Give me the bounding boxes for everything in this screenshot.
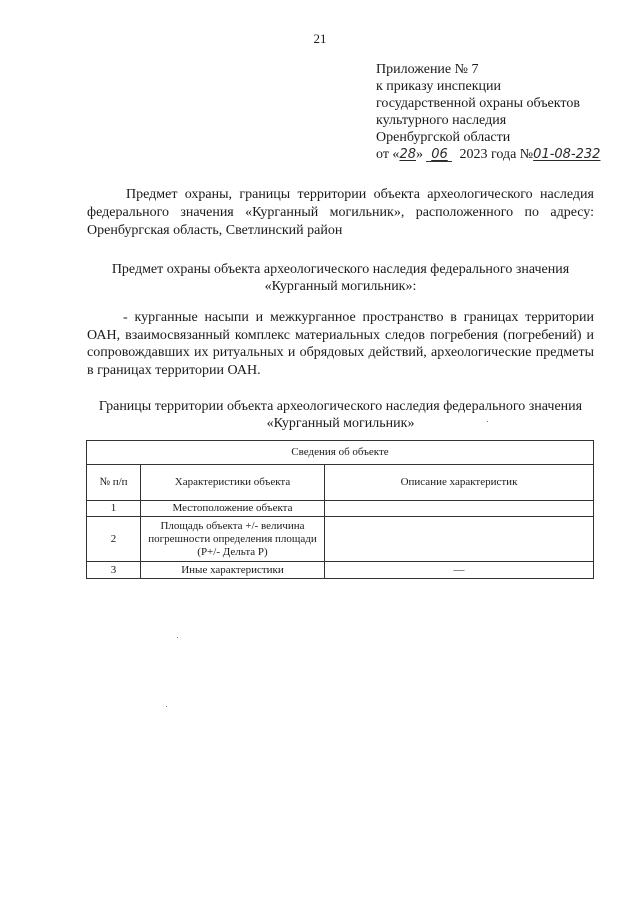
column-header-number: № п/п <box>87 465 141 501</box>
row-description: — <box>325 562 594 579</box>
appendix-line-2: к приказу инспекции <box>376 79 502 94</box>
date-year: 2023 года № <box>459 147 534 162</box>
document-title-text: Предмет охраны, границы территории объекта археологического наследия федерального значения «Курганный могильник», расположенного по адресу: Оренбургская область, Светлинский район <box>87 187 594 238</box>
object-info-table <box>86 440 594 579</box>
row-characteristic: Иные характеристики <box>141 562 325 579</box>
subject-description <box>87 309 594 379</box>
scan-speck <box>166 706 167 707</box>
column-header-description: Описание характеристик <box>325 465 594 501</box>
row-characteristic: Площадь объекта +/- величина погрешности определения площади (Р+/- Дельта Р) <box>141 517 325 562</box>
row-characteristic: Местоположение объекта <box>141 501 325 517</box>
page-number: 21 <box>313 31 327 46</box>
appendix-line-4: культурного наследия <box>376 113 507 128</box>
table-row <box>87 562 594 579</box>
date-prefix: от « <box>376 147 400 162</box>
date-month: 06 <box>426 148 452 162</box>
date-day: 28 <box>399 147 416 162</box>
column-header-characteristic: Характеристики объекта <box>141 465 325 501</box>
appendix-block <box>376 61 626 163</box>
appendix-line-1: Приложение № 7 <box>376 62 479 77</box>
scan-speck <box>487 421 488 422</box>
subject-description-text: - курганные насыпи и межкурганное пространство в границах территории ОАН, взаимосвязанный комплекс материальных следов погребения (погребений) и сопровождавших их ритуальных и обрядовых действий, археологические предметы в границах территории ОАН. <box>87 310 594 378</box>
table-row <box>87 501 594 517</box>
appendix-line-3: государственной охраны объектов <box>376 96 580 111</box>
row-description <box>325 501 594 517</box>
appendix-date-line <box>376 146 626 163</box>
row-number: 3 <box>87 562 141 579</box>
row-number: 2 <box>87 517 141 562</box>
row-number: 1 <box>87 501 141 517</box>
table-header: Сведения об объекте <box>87 441 594 465</box>
date-mid: » <box>415 147 423 162</box>
order-number: 01-08-232 <box>533 147 601 162</box>
scan-speck <box>177 637 178 638</box>
appendix-line-5: Оренбургской области <box>376 130 511 145</box>
document-title <box>87 186 594 240</box>
table-columns-row <box>87 465 594 501</box>
table-header-row <box>87 441 594 465</box>
row-description <box>325 517 594 562</box>
table-row <box>87 517 594 562</box>
subject-title: Предмет охраны объекта археологического наследия федерального значения «Курганный могильник»: <box>111 262 570 294</box>
boundaries-title: Границы территории объекта археологического наследия федерального значения «Курганный могильник» <box>98 399 583 431</box>
